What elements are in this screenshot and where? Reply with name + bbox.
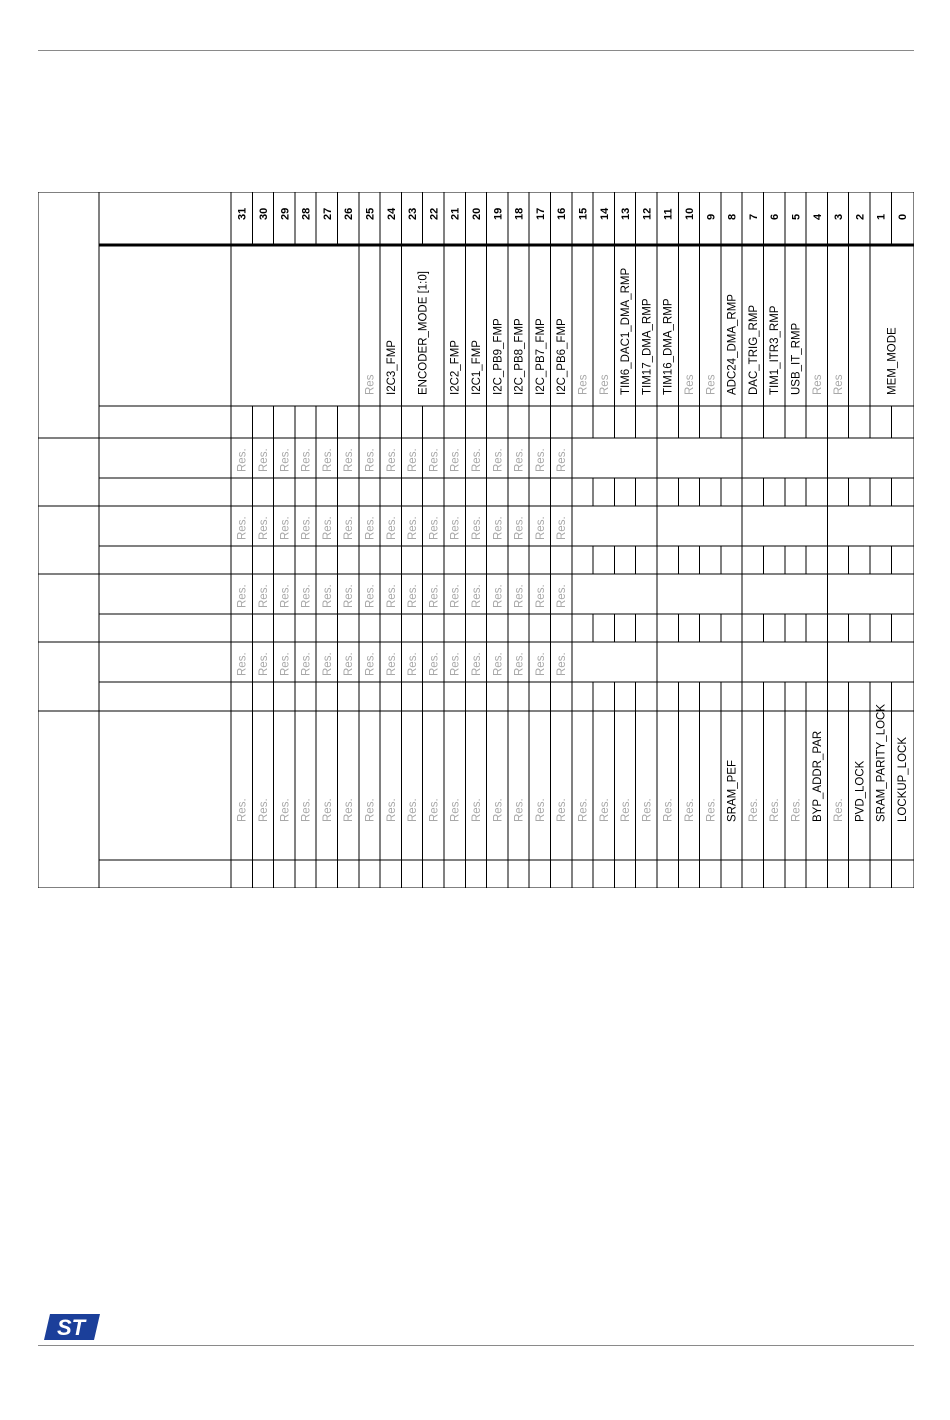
- reserved-cell: Res.: [534, 584, 547, 608]
- reserved-cell: Res.: [513, 584, 526, 608]
- bit-number: 10: [683, 207, 696, 220]
- bit-number: 8: [726, 213, 739, 220]
- field-label: Res: [833, 374, 846, 395]
- bit-number: 29: [279, 207, 292, 220]
- field-label: Res.: [769, 798, 782, 822]
- bit-number: 13: [620, 207, 633, 220]
- bit-number: 27: [321, 207, 334, 220]
- reserved-cell: Res.: [343, 584, 356, 608]
- field-label: Res.: [577, 798, 590, 822]
- field-label: Res: [364, 374, 377, 395]
- bit-number: 6: [769, 213, 782, 220]
- field-label: SRAM_PARITY_LOCK: [875, 703, 888, 822]
- reserved-cell: Res.: [513, 516, 526, 540]
- field-label: I2C_PB8_FMP: [513, 318, 526, 395]
- reserved-cell: Res.: [300, 652, 313, 676]
- reserved-cell: Res.: [385, 448, 398, 472]
- field-label: I2C_PB7_FMP: [534, 318, 547, 395]
- reserved-cell: Res.: [279, 652, 292, 676]
- field-label: Res.: [513, 798, 526, 822]
- field-label: DAC_TRIG_RMP: [747, 304, 760, 395]
- reserved-cell: Res.: [407, 584, 420, 608]
- field-label: ENCODER_MODE [1:0]: [417, 271, 430, 395]
- reserved-cell: Res.: [343, 652, 356, 676]
- bit-number: 16: [556, 207, 569, 220]
- field-label: I2C3_FMP: [385, 340, 398, 395]
- reserved-cell: Res.: [321, 584, 334, 608]
- field-label: Res.: [364, 798, 377, 822]
- reserved-cell: Res.: [428, 652, 441, 676]
- header-rule: [38, 50, 914, 51]
- bit-number: 25: [364, 207, 377, 220]
- bit-number: 11: [662, 208, 675, 220]
- bit-number: 20: [470, 207, 483, 220]
- logo-text: ST: [56, 1315, 86, 1340]
- field-label: Res: [683, 374, 696, 395]
- reserved-cell: Res.: [492, 516, 505, 540]
- field-label: Res: [811, 374, 824, 395]
- reserved-cell: Res.: [236, 516, 249, 540]
- field-label: Res.: [747, 798, 760, 822]
- reserved-cell: Res.: [556, 584, 569, 608]
- bit-number: 14: [598, 207, 611, 220]
- reserved-cell: Res.: [279, 584, 292, 608]
- field-label: Res.: [321, 798, 334, 822]
- bit-number: 21: [449, 207, 462, 220]
- reserved-cell: Res.: [321, 516, 334, 540]
- bit-number: 18: [513, 207, 526, 220]
- reserved-cell: Res.: [385, 516, 398, 540]
- field-label: Res.: [620, 798, 633, 822]
- field-label: I2C1_FMP: [470, 340, 483, 395]
- reserved-cell: Res.: [257, 584, 270, 608]
- field-label: Res.: [407, 798, 420, 822]
- field-label: Res: [598, 374, 611, 395]
- reserved-cell: Res.: [556, 652, 569, 676]
- reserved-cell: Res.: [492, 584, 505, 608]
- field-label: Res: [577, 374, 590, 395]
- bit-number: 19: [492, 207, 505, 220]
- bit-number: 0: [896, 213, 909, 220]
- reserved-cell: Res.: [534, 516, 547, 540]
- bit-number: 28: [300, 207, 313, 220]
- reserved-cell: Res.: [449, 584, 462, 608]
- reserved-cell: Res.: [428, 516, 441, 540]
- field-label: Res.: [343, 798, 356, 822]
- reserved-cell: Res.: [300, 584, 313, 608]
- field-label: I2C_PB6_FMP: [556, 318, 569, 395]
- bit-number: 22: [428, 207, 441, 220]
- field-label: Res.: [534, 798, 547, 822]
- bit-number: 5: [790, 213, 803, 220]
- reserved-cell: Res.: [279, 448, 292, 472]
- reserved-cell: Res.: [556, 516, 569, 540]
- bit-number: 4: [811, 213, 824, 220]
- bit-number: 24: [385, 207, 398, 220]
- reserved-cell: Res.: [556, 448, 569, 472]
- bit-number: 1: [875, 213, 888, 220]
- bit-number: 15: [577, 207, 590, 220]
- st-logo-icon: [42, 1310, 102, 1344]
- reserved-cell: Res.: [257, 516, 270, 540]
- field-label: BYP_ADDR_PAR: [811, 730, 824, 822]
- bit-number: 17: [534, 207, 547, 220]
- reserved-cell: Res.: [428, 584, 441, 608]
- reserved-cell: Res.: [407, 448, 420, 472]
- reserved-cell: Res.: [470, 516, 483, 540]
- reserved-cell: Res.: [364, 516, 377, 540]
- reserved-cell: Res.: [385, 584, 398, 608]
- reserved-cell: Res.: [534, 652, 547, 676]
- reserved-cell: Res.: [343, 448, 356, 472]
- field-label: Res.: [683, 798, 696, 822]
- bit-number: 23: [407, 207, 420, 220]
- reserved-cell: Res.: [385, 652, 398, 676]
- footer-rule: [38, 1345, 914, 1346]
- reserved-cell: Res.: [236, 652, 249, 676]
- reserved-cell: Res.: [428, 448, 441, 472]
- field-label: SRAM_PEF: [726, 760, 739, 822]
- bit-number: 9: [705, 213, 718, 220]
- reserved-cell: Res.: [407, 652, 420, 676]
- reserved-cell: Res.: [470, 652, 483, 676]
- field-label: Res.: [556, 798, 569, 822]
- field-label: Res.: [428, 798, 441, 822]
- reserved-cell: Res.: [492, 448, 505, 472]
- bit-number: 30: [257, 207, 270, 220]
- bit-number: 2: [854, 213, 867, 220]
- field-label: Res.: [470, 798, 483, 822]
- field-label: TIM16_DMA_RMP: [662, 298, 675, 395]
- field-label: Res.: [833, 798, 846, 822]
- field-label: I2C2_FMP: [449, 340, 462, 395]
- reserved-cell: Res.: [449, 448, 462, 472]
- field-label: MEM_MODE: [886, 327, 899, 395]
- field-label: Res.: [279, 798, 292, 822]
- reserved-cell: Res.: [449, 516, 462, 540]
- field-label: Res.: [300, 798, 313, 822]
- bit-number: 31: [236, 207, 249, 220]
- bit-number: 12: [641, 207, 654, 220]
- field-label: Res.: [257, 798, 270, 822]
- field-label: Res.: [598, 798, 611, 822]
- reserved-cell: Res.: [300, 448, 313, 472]
- reserved-cell: Res.: [236, 448, 249, 472]
- field-label: LOCKUP_LOCK: [896, 736, 909, 822]
- field-label: Res.: [236, 798, 249, 822]
- reserved-cell: Res.: [470, 584, 483, 608]
- reserved-cell: Res.: [513, 448, 526, 472]
- field-label: PVD_LOCK: [854, 760, 867, 822]
- register-map-table: [38, 192, 914, 888]
- bit-number: 3: [833, 213, 846, 220]
- reserved-cell: Res.: [449, 652, 462, 676]
- reserved-cell: Res.: [257, 652, 270, 676]
- bit-number: 7: [747, 213, 760, 220]
- field-label: TIM17_DMA_RMP: [641, 298, 654, 395]
- field-label: Res.: [492, 798, 505, 822]
- reserved-cell: Res.: [364, 448, 377, 472]
- reserved-cell: Res.: [300, 516, 313, 540]
- field-label: Res.: [641, 798, 654, 822]
- reserved-cell: Res.: [236, 584, 249, 608]
- reserved-cell: Res.: [364, 584, 377, 608]
- field-label: Res.: [705, 798, 718, 822]
- field-label: I2C_PB9_FMP: [492, 318, 505, 395]
- field-label: USB_IT_RMP: [790, 322, 803, 395]
- field-label: Res.: [385, 798, 398, 822]
- field-label: TIM1_ITR3_RMP: [769, 305, 782, 395]
- reserved-cell: Res.: [364, 652, 377, 676]
- field-label: Res.: [790, 798, 803, 822]
- reserved-cell: Res.: [492, 652, 505, 676]
- field-label: TIM6_DAC1_DMA_RMP: [620, 267, 633, 395]
- field-label: Res.: [662, 798, 675, 822]
- reserved-cell: Res.: [470, 448, 483, 472]
- bit-number: 26: [343, 207, 356, 220]
- reserved-cell: Res.: [534, 448, 547, 472]
- field-label: Res: [705, 374, 718, 395]
- field-label: ADC24_DMA_RMP: [726, 294, 739, 395]
- reserved-cell: Res.: [407, 516, 420, 540]
- reserved-cell: Res.: [279, 516, 292, 540]
- reserved-cell: Res.: [321, 652, 334, 676]
- reserved-cell: Res.: [321, 448, 334, 472]
- reserved-cell: Res.: [343, 516, 356, 540]
- reserved-cell: Res.: [257, 448, 270, 472]
- field-label: Res.: [449, 798, 462, 822]
- reserved-cell: Res.: [513, 652, 526, 676]
